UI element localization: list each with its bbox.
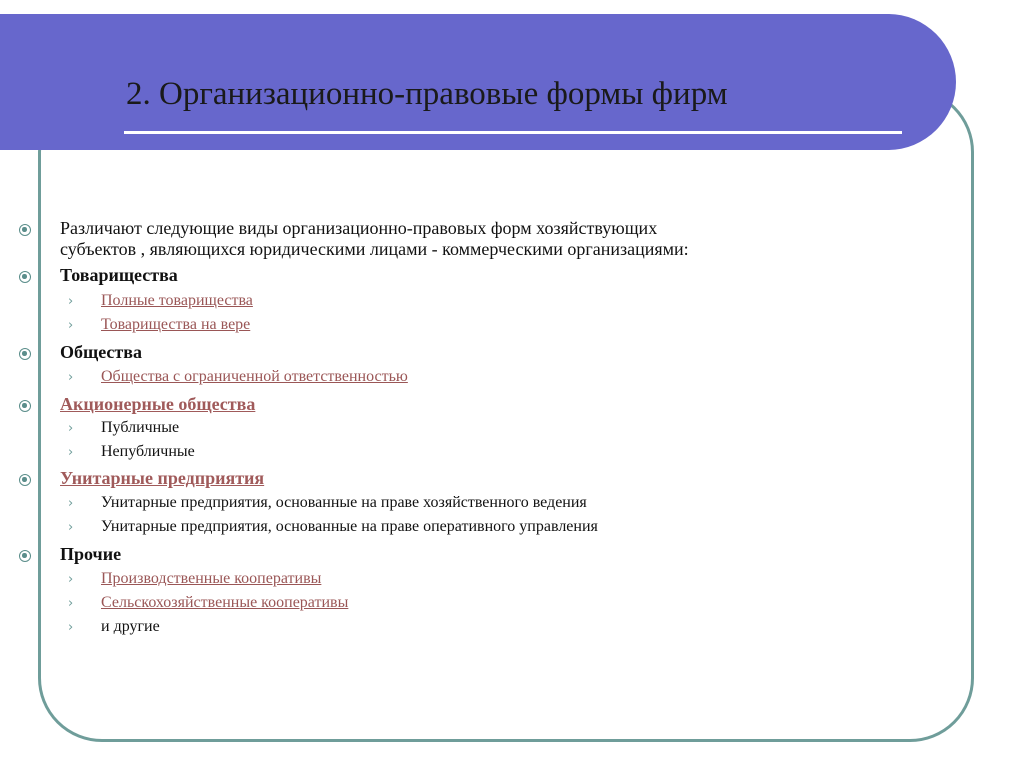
chevron-right-icon: › xyxy=(68,572,74,587)
circle-bullet-icon xyxy=(19,348,31,360)
chevron-right-icon: › xyxy=(68,445,74,460)
subitem-link[interactable]: Общества с ограниченной ответственностью xyxy=(101,368,408,385)
subitem-text: Унитарные предприятия, основанные на праве оперативного управления xyxy=(101,518,598,535)
intro-line-1: Различают следующие виды организационно-правовых форм хозяйствующих xyxy=(60,218,658,238)
chevron-right-icon: › xyxy=(68,421,74,436)
subitem-link[interactable]: Производственные кооперативы xyxy=(101,570,322,587)
group-label: Прочие xyxy=(60,544,122,564)
group-label: Общества xyxy=(60,342,142,362)
subitem-text: и другие xyxy=(101,618,160,635)
subitem-text: Унитарные предприятия, основанные на праве хозяйственного ведения xyxy=(101,494,587,511)
chevron-right-icon: › xyxy=(68,620,74,635)
group-label: Товарищества xyxy=(60,265,178,285)
circle-bullet-icon xyxy=(19,550,31,562)
chevron-right-icon: › xyxy=(68,294,74,309)
group-label-link[interactable]: Унитарные предприятия xyxy=(60,468,265,488)
intro-line-2: субъектов , являющихся юридическими лицами - коммерческими организациями: xyxy=(60,239,689,259)
subitem-link[interactable]: Товарищества на вере xyxy=(101,316,251,333)
chevron-right-icon: › xyxy=(68,496,74,511)
subitem-text: Публичные xyxy=(101,419,180,436)
group-label-link[interactable]: Акционерные общества xyxy=(60,394,256,414)
page-title: 2. Организационно-правовые формы фирм xyxy=(126,76,728,112)
subitem-link[interactable]: Сельскохозяйственные кооперативы xyxy=(101,594,349,611)
chevron-right-icon: › xyxy=(68,318,74,333)
content-frame xyxy=(38,88,974,742)
subitem-text: Непубличные xyxy=(101,443,195,460)
circle-bullet-icon xyxy=(19,474,31,486)
circle-bullet-icon xyxy=(19,271,31,283)
circle-bullet-icon xyxy=(19,224,31,236)
circle-bullet-icon xyxy=(19,400,31,412)
chevron-right-icon: › xyxy=(68,370,74,385)
chevron-right-icon: › xyxy=(68,596,74,611)
chevron-right-icon: › xyxy=(68,520,74,535)
subitem-link[interactable]: Полные товарищества xyxy=(101,292,253,309)
title-underline xyxy=(124,131,902,134)
